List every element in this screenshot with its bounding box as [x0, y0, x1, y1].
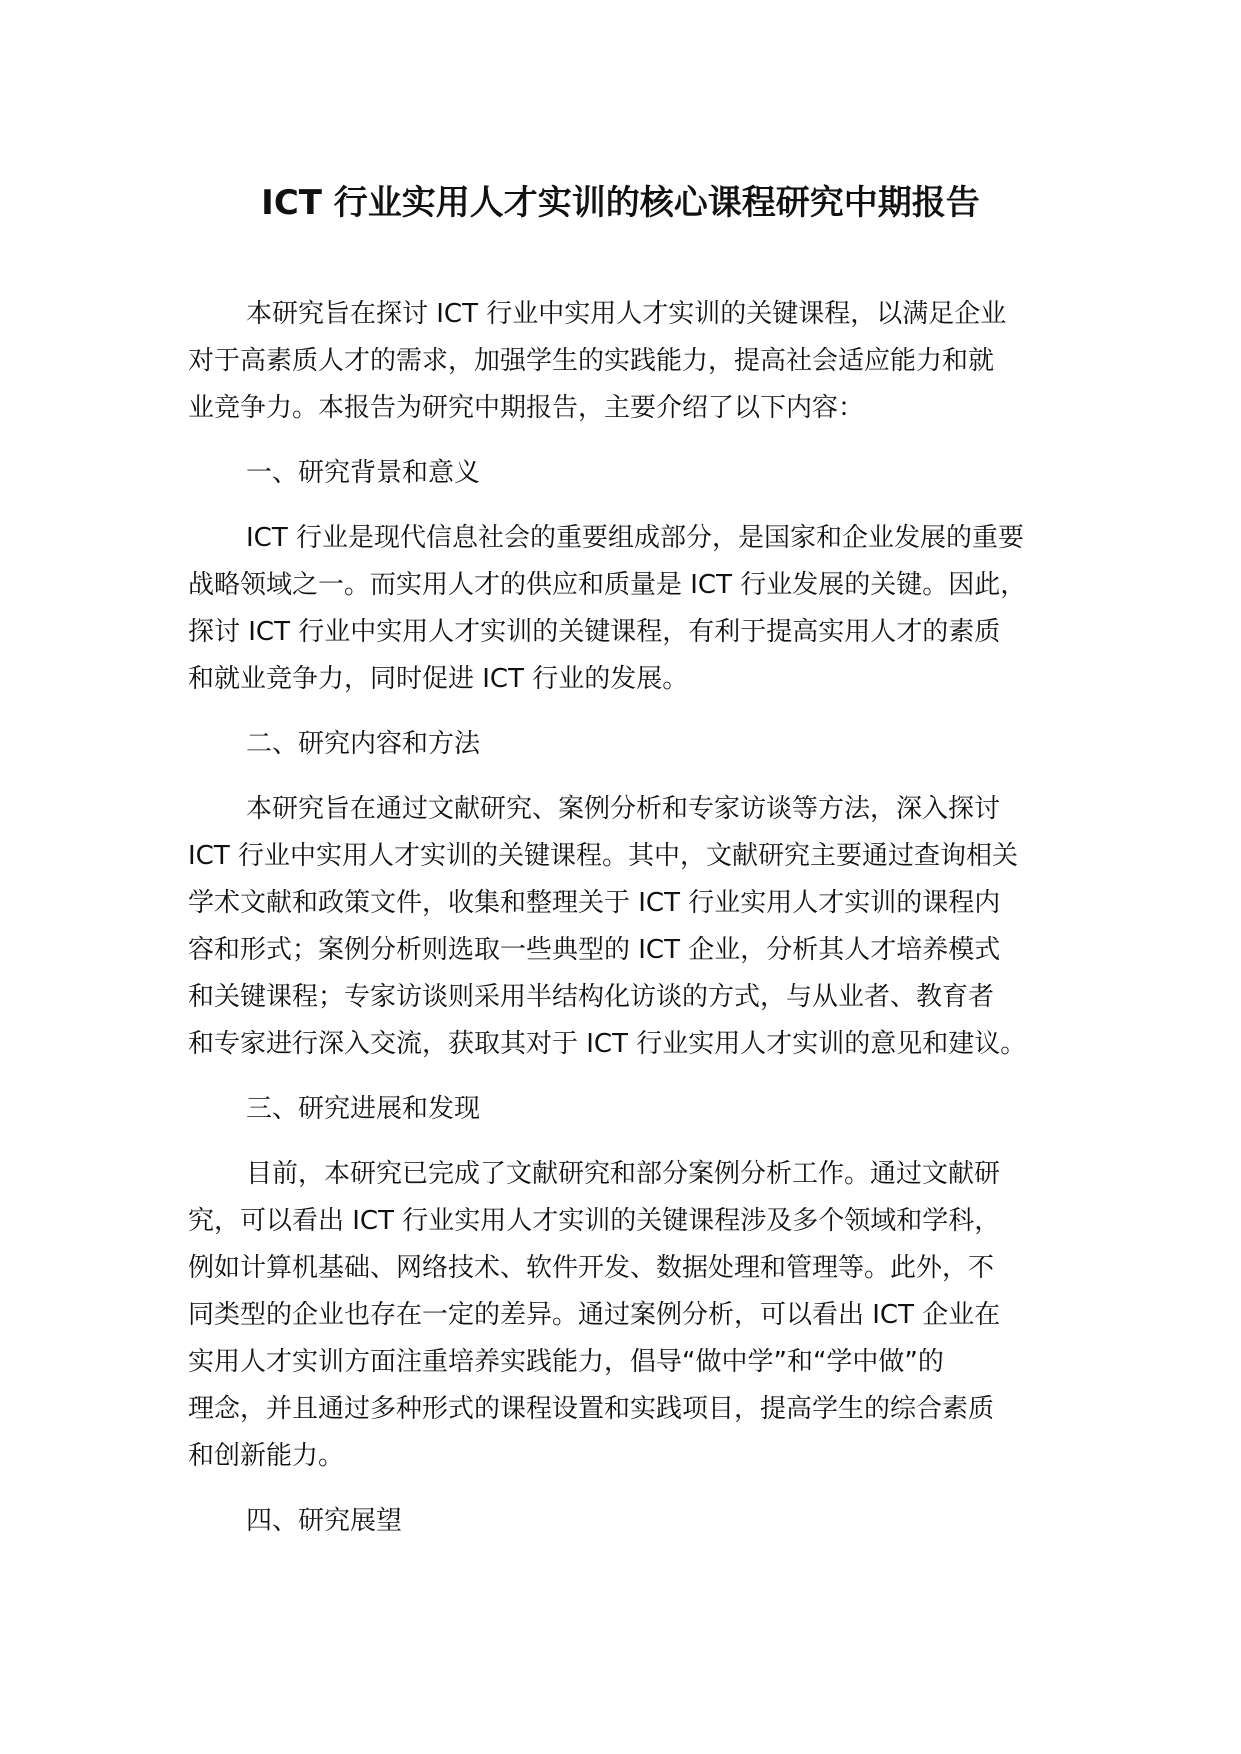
paragraph-line: 目前，本研究已完成了文献研究和部分案例分析工作。通过文献研 [246, 1159, 1001, 1189]
paragraph-line: 究，可以看出 ICT 行业实用人才实训的关键课程涉及多个领域和学科， [188, 1206, 1001, 1236]
paragraph-line: ICT 行业是现代信息社会的重要组成部分，是国家和企业发展的重要 [246, 523, 1024, 553]
paragraph-line: 和就业竞争力，同时促进 ICT 行业的发展。 [188, 664, 689, 694]
paragraph-line: 和创新能力。 [188, 1441, 345, 1471]
paragraph-line: 本研究旨在探讨 ICT 行业中实用人才实训的关键课程，以满足企业 [246, 299, 1007, 329]
section-paragraph-3 [188, 1151, 1050, 1480]
paragraph-line: 和关键课程；专家访谈则采用半结构化访谈的方式，与从业者、教育者 [188, 982, 995, 1012]
paragraph-line: 例如计算机基础、网络技术、软件开发、数据处理和管理等。此外，不 [188, 1253, 995, 1283]
paragraph-line: 实用人才实训方面注重培养实践能力，倡导“做中学”和“学中做”的 [188, 1347, 944, 1377]
section-paragraph-2 [188, 786, 1050, 1068]
paragraph-line: 容和形式；案例分析则选取一些典型的 ICT 企业，分析其人才培养模式 [188, 935, 1001, 965]
section-heading-3: 三、研究进展和发现 [246, 1094, 481, 1124]
document-body [188, 291, 1050, 1563]
paragraph-line: 业竞争力。本报告为研究中期报告，主要介绍了以下内容： [188, 393, 865, 423]
paragraph-line: 理念，并且通过多种形式的课程设置和实践项目，提高学生的综合素质 [188, 1394, 995, 1424]
paragraph-line: ICT 行业中实用人才实训的关键课程。其中，文献研究主要通过查询相关 [188, 841, 1018, 871]
section-heading-4: 四、研究展望 [246, 1506, 403, 1536]
paragraph-line: 本研究旨在通过文献研究、案例分析和专家访谈等方法，深入探讨 [246, 794, 1001, 824]
paragraph-line: 和专家进行深入交流，获取其对于 ICT 行业实用人才实训的意见和建议。 [188, 1029, 1027, 1059]
document-title: ICT 行业实用人才实训的核心课程研究中期报告 [261, 183, 980, 223]
paragraph-line: 战略领域之一。而实用人才的供应和质量是 ICT 行业发展的关键。因此， [188, 570, 1027, 600]
section-paragraph-1 [188, 515, 1050, 703]
paragraph-line: 同类型的企业也存在一定的差异。通过案例分析，可以看出 ICT 企业在 [188, 1300, 1001, 1330]
intro-paragraph [188, 291, 1050, 432]
paragraph-line: 对于高素质人才的需求，加强学生的实践能力，提高社会适应能力和就 [188, 346, 995, 376]
section-heading-1: 一、研究背景和意义 [246, 458, 481, 488]
paragraph-line: 学术文献和政策文件，收集和整理关于 ICT 行业实用人才实训的课程内 [188, 888, 1001, 918]
section-heading-2: 二、研究内容和方法 [246, 729, 481, 759]
paragraph-line: 探讨 ICT 行业中实用人才实训的关键课程，有利于提高实用人才的素质 [188, 617, 1001, 647]
